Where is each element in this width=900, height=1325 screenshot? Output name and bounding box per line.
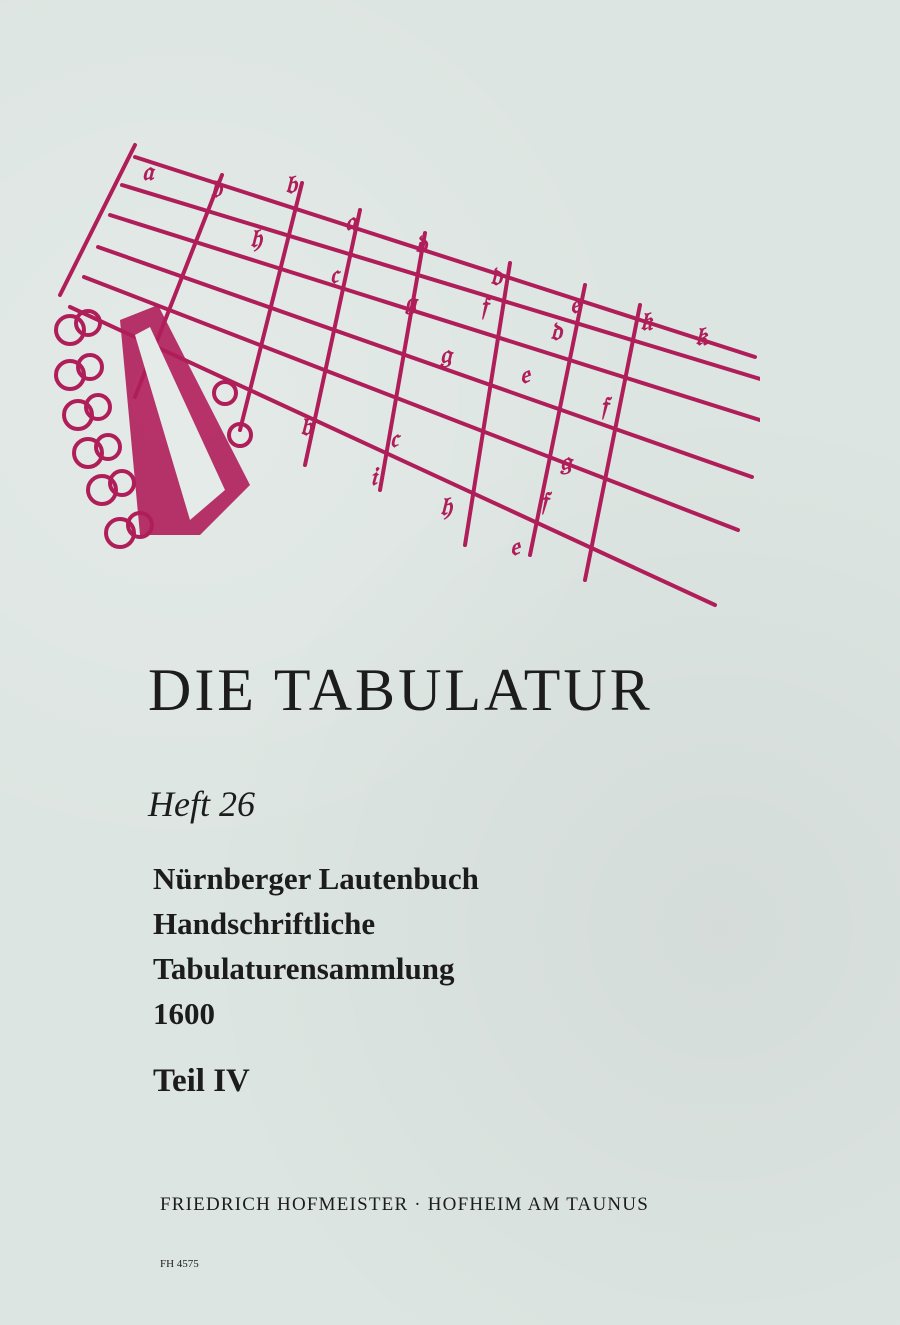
svg-text:𝔣: 𝔣 bbox=[600, 392, 608, 422]
svg-text:𝔣: 𝔣 bbox=[480, 292, 488, 322]
svg-text:𝔨: 𝔨 bbox=[640, 307, 653, 337]
issue-number: Heft 26 bbox=[148, 784, 255, 824]
svg-text:𝔠: 𝔠 bbox=[330, 260, 339, 290]
svg-text:𝔢: 𝔢 bbox=[510, 532, 520, 562]
svg-text:𝔟: 𝔟 bbox=[300, 412, 312, 442]
svg-text:𝔞: 𝔞 bbox=[345, 207, 357, 237]
svg-text:𝔤: 𝔤 bbox=[560, 447, 572, 477]
catalog-number: FH 4575 bbox=[160, 1258, 199, 1270]
part-label: Teil IV bbox=[153, 1063, 250, 1099]
svg-text:𝔦: 𝔦 bbox=[370, 462, 377, 492]
subtitle-line: Tabulaturensammlung bbox=[153, 951, 455, 986]
string-3 bbox=[110, 215, 760, 427]
subtitle-line: Handschriftliche bbox=[153, 906, 376, 941]
subtitle-line: Nürnberger Lautenbuch bbox=[153, 861, 479, 896]
svg-text:𝔡: 𝔡 bbox=[550, 317, 562, 347]
svg-text:𝔟: 𝔟 bbox=[285, 170, 297, 200]
series-title: DIE TABULATUR bbox=[148, 657, 653, 723]
subtitle-year: 1600 bbox=[153, 996, 215, 1031]
publisher-line: FRIEDRICH HOFMEISTER · HOFHEIM AM TAUNUS bbox=[160, 1194, 649, 1215]
svg-text:𝔥: 𝔥 bbox=[250, 224, 262, 254]
svg-text:𝔢: 𝔢 bbox=[570, 290, 580, 320]
svg-text:𝔢: 𝔢 bbox=[520, 360, 530, 390]
subtitle-block bbox=[153, 856, 753, 1036]
svg-text:𝔤: 𝔤 bbox=[440, 340, 452, 370]
lute-tablature-illustration bbox=[40, 135, 760, 615]
string-1 bbox=[135, 157, 755, 357]
svg-text:𝔡: 𝔡 bbox=[490, 262, 502, 292]
fret-2 bbox=[240, 183, 302, 430]
pegbox bbox=[120, 305, 250, 535]
svg-text:𝔠: 𝔠 bbox=[390, 424, 399, 454]
svg-text:𝔨: 𝔨 bbox=[695, 322, 708, 352]
svg-text:𝔞: 𝔞 bbox=[142, 157, 154, 187]
svg-text:𝔡: 𝔡 bbox=[415, 230, 427, 260]
svg-text:𝔟: 𝔟 bbox=[210, 174, 222, 204]
svg-text:𝔥: 𝔥 bbox=[440, 492, 452, 522]
svg-text:𝔣: 𝔣 bbox=[540, 487, 548, 517]
svg-text:𝔤: 𝔤 bbox=[405, 287, 417, 317]
fret-7 bbox=[585, 305, 640, 580]
